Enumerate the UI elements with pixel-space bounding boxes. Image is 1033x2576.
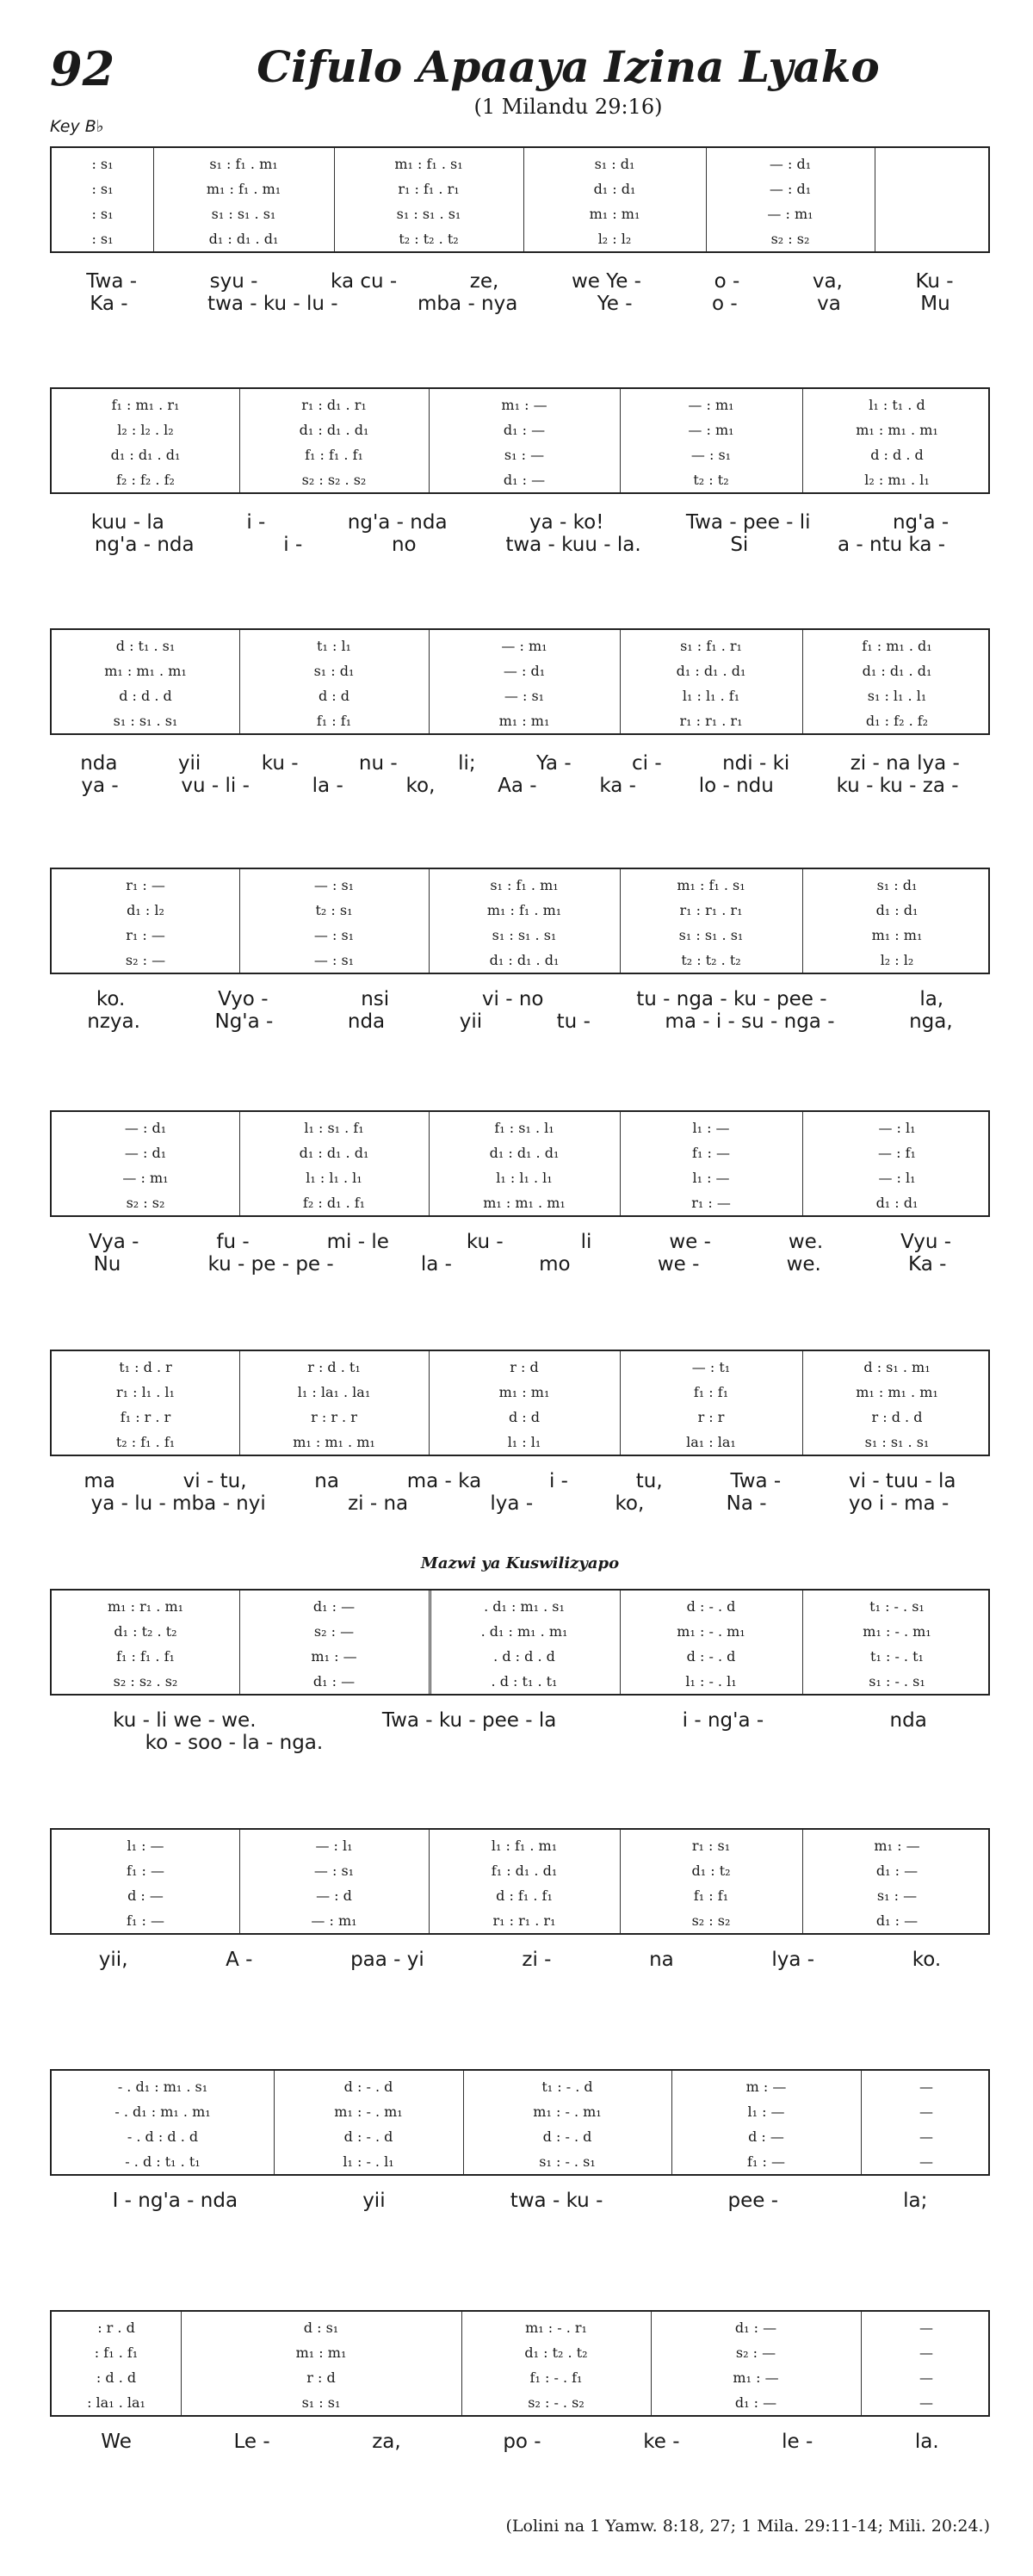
lyric-syllable: zi - na lya - <box>850 752 960 775</box>
notation-cell: : r . d : f₁ . f₁ <box>94 2320 139 2361</box>
lyric-syllable: We <box>101 2431 132 2453</box>
lyric-line <box>50 1010 990 1033</box>
notation-cell: r : d m₁ : m₁ <box>498 1359 550 1400</box>
lyric-syllable: ng'a - <box>892 511 949 534</box>
lyric-syllable: Ka - <box>908 1253 947 1276</box>
notation-cell: r : d s₁ : s₁ <box>301 2369 341 2411</box>
notation-cell: d : - . d m₁ : - . m₁ <box>677 1598 745 1640</box>
notation-cell: d : - . d l₁ : - . l₁ <box>343 2128 394 2170</box>
lyric-syllable: vi - no <box>481 988 544 1010</box>
lyric-syllable: ka - <box>599 775 636 797</box>
lyric-line <box>50 988 990 1010</box>
lyric-syllable: la, <box>919 988 944 1010</box>
lyric-syllable: nda <box>80 752 118 775</box>
lyric-syllable: lo - ndu <box>698 775 774 797</box>
lyric-syllable: we - <box>669 1231 711 1253</box>
lyric-syllable: ku - <box>261 752 299 775</box>
lyric-syllable: ci - <box>632 752 662 775</box>
lyric-line <box>50 752 990 775</box>
lyric-line <box>50 1732 990 1754</box>
lyric-syllable: kuu - la <box>90 511 164 534</box>
notation-cell: d₁ : d₁ . d₁ f₂ : f₂ . f₂ <box>110 447 181 488</box>
notation-cell: l₁ : l₁ . f₁ r₁ : r₁ . r₁ <box>679 688 743 729</box>
lyrics-block <box>50 2431 990 2453</box>
notation-cell: f₁ : r . r t₂ : f₁ . f₁ <box>115 1409 176 1450</box>
notation-cell: d : f₁ . f₁ r₁ : r₁ . r₁ <box>492 1887 556 1929</box>
sol-fa-staff <box>50 1828 990 1935</box>
notation-cell: f₁ : s₁ . l₁ d₁ : d₁ . d₁ <box>489 1120 560 1161</box>
lyric-syllable: I - ng'a - nda <box>112 2190 238 2212</box>
notation-cell: m₁ : — d₁ : — <box>311 1648 357 1690</box>
music-system-4 <box>50 868 990 1033</box>
section-note: Mazwi ya Kuswilizyapo <box>420 1554 620 1572</box>
lyric-syllable: Na - <box>726 1492 767 1515</box>
notation-cell: : s₁ : s₁ <box>91 156 114 197</box>
lyric-syllable: i - <box>283 534 303 556</box>
lyrics-block <box>50 270 990 315</box>
lyric-syllable: po - <box>503 2431 541 2453</box>
notation-cell: — : s₁ — : s₁ <box>313 927 355 968</box>
lyric-syllable: we Ye - <box>571 270 641 293</box>
lyric-syllable: li <box>580 1231 592 1253</box>
lyric-syllable: Mu <box>920 293 950 315</box>
notation-cell: — — <box>919 2079 933 2120</box>
notation-cell: s₁ : f₁ . m₁ m₁ : f₁ . m₁ <box>206 156 281 197</box>
notation-cell: d : d f₁ : f₁ <box>316 688 352 729</box>
notation-cell: - . d : d . d - . d : t₁ . t₁ <box>125 2128 201 2170</box>
lyric-syllable <box>891 1732 898 1754</box>
lyric-line <box>50 1253 990 1276</box>
lyric-syllable: yo i - ma - <box>848 1492 949 1515</box>
lyric-syllable: lya - <box>771 1949 815 1971</box>
lyric-syllable: nsi <box>361 988 390 1010</box>
lyric-syllable: na <box>649 1949 674 1971</box>
lyric-syllable: twa - kuu - la. <box>505 534 641 556</box>
notation-cell: — : t₁ f₁ : f₁ <box>691 1359 731 1400</box>
lyric-syllable: tu - nga - ku - pee - <box>636 988 827 1010</box>
notation-cell: m₁ : m₁ l₂ : l₂ <box>589 206 640 247</box>
lyric-syllable: nga, <box>909 1010 953 1033</box>
lyric-syllable <box>510 1732 517 1754</box>
lyric-syllable: lya - <box>490 1492 534 1515</box>
notation-cell: d : - . d s₁ : - . s₁ <box>539 2128 596 2170</box>
lyric-syllable: ma <box>84 1470 115 1492</box>
lyric-syllable: mba - nya <box>418 293 518 315</box>
lyric-syllable: zi - na <box>348 1492 409 1515</box>
music-system-1 <box>50 146 990 315</box>
notation-cell: d : — f₁ : — <box>747 2128 785 2170</box>
notation-cell: — : l₁ d₁ : d₁ <box>875 1170 919 1211</box>
lyric-line <box>50 1709 990 1732</box>
notation-cell: f₁ : - . f₁ s₂ : - . s₂ <box>528 2369 585 2411</box>
lyric-syllable: va, <box>812 270 843 293</box>
notation-cell: t₁ : l₁ s₁ : d₁ <box>313 638 355 679</box>
notation-cell: — : d₁ — : d₁ <box>769 156 812 197</box>
lyric-syllable: Ka - <box>90 293 128 315</box>
lyric-syllable: ku - <box>466 1231 504 1253</box>
key-signature: Key B♭ <box>50 117 104 136</box>
notation-cell: — : l₁ — : s₁ <box>313 1838 355 1879</box>
notation-cell: s₁ : s₁ . s₁ t₂ : t₂ . t₂ <box>678 927 744 968</box>
notation-cell: f₁ : f₁ . f₁ s₂ : s₂ . s₂ <box>113 1648 178 1690</box>
lyric-line <box>50 1949 990 1971</box>
notation-cell: m₁ : f₁ . s₁ r₁ : r₁ . r₁ <box>677 877 745 918</box>
notation-cell: : s₁ : s₁ <box>91 206 114 247</box>
lyric-syllable: ng'a - nda <box>347 511 448 534</box>
lyric-syllable: o - <box>714 270 740 293</box>
lyric-syllable: vu - li - <box>181 775 250 797</box>
notation-cell: d : t₁ . s₁ m₁ : m₁ . m₁ <box>104 638 187 679</box>
lyric-syllable: we. <box>786 1253 821 1276</box>
notation-cell: t₁ : - . s₁ m₁ : - . m₁ <box>863 1598 931 1640</box>
notation-cell: d : s₁ . m₁ m₁ : m₁ . m₁ <box>856 1359 938 1400</box>
lyric-syllable: Aa - <box>498 775 537 797</box>
lyric-line <box>50 293 990 315</box>
notation-cell: — : s₁ m₁ : m₁ <box>498 688 550 729</box>
notation-cell: r : d . t₁ l₁ : la₁ . la₁ <box>297 1359 371 1400</box>
notation-cell: d₁ : — s₂ : — <box>312 1598 356 1640</box>
notation-cell: d : d l₁ : l₁ <box>507 1409 541 1450</box>
lyrics-block <box>50 511 990 556</box>
music-system-9 <box>50 2069 990 2212</box>
lyrics-block <box>50 988 990 1033</box>
notation-cell: s₁ : d₁ d₁ : d₁ <box>593 156 636 197</box>
lyric-syllable: le - <box>782 2431 813 2453</box>
scripture-reference: (1 Milandu 29:16) <box>473 95 663 119</box>
sol-fa-staff <box>50 628 990 735</box>
notation-cell: l₁ : f₁ . m₁ f₁ : d₁ . d₁ <box>491 1838 558 1879</box>
lyric-syllable: Twa - <box>730 1470 782 1492</box>
notation-cell: d : — f₁ : — <box>127 1887 164 1929</box>
hymn-title: Cifulo Apaaya Izina Lyako <box>257 41 880 92</box>
lyric-syllable: Twa - pee - li <box>685 511 811 534</box>
notation-cell: — — <box>919 2369 933 2411</box>
music-system-5 <box>50 1110 990 1276</box>
notation-cell: d : d . d l₂ : m₁ . l₁ <box>864 447 930 488</box>
lyric-syllable: we - <box>657 1253 700 1276</box>
lyric-syllable: paa - yi <box>350 1949 424 1971</box>
notation-cell: : d . d : la₁ . la₁ <box>87 2369 145 2411</box>
notation-cell: s₁ : d₁ d₁ : d₁ <box>875 877 919 918</box>
lyric-syllable: ka cu - <box>331 270 398 293</box>
lyric-line <box>50 270 990 293</box>
lyric-syllable: li; <box>458 752 476 775</box>
notation-cell: t₁ : - . d m₁ : - . m₁ <box>533 2079 602 2120</box>
lyric-syllable: nda <box>889 1709 927 1732</box>
lyric-syllable: i - <box>246 511 266 534</box>
lyric-line <box>50 1492 990 1515</box>
notation-cell: d : - . d m₁ : - . m₁ <box>334 2079 403 2120</box>
lyric-syllable: zi - <box>522 1949 552 1971</box>
notation-cell: r₁ : — s₂ : — <box>125 927 166 968</box>
notation-cell: — : d — : m₁ <box>311 1887 357 1929</box>
lyric-syllable: tu - <box>556 1010 591 1033</box>
notation-cell: l₁ : l₁ . l₁ f₂ : d₁ . f₁ <box>302 1170 366 1211</box>
lyric-line <box>50 534 990 556</box>
lyric-syllable: Vya - <box>88 1231 139 1253</box>
lyric-syllable: no <box>391 534 417 556</box>
lyrics-block <box>50 1470 990 1515</box>
lyric-syllable: la; <box>903 2190 928 2212</box>
music-system-3 <box>50 628 990 797</box>
lyric-syllable: nda <box>347 1010 386 1033</box>
notation-cell: r : r . r m₁ : m₁ . m₁ <box>293 1409 375 1450</box>
lyric-syllable: na <box>314 1470 339 1492</box>
lyric-syllable: ko, <box>405 775 436 797</box>
notation-cell: s₁ : f₁ . m₁ m₁ : f₁ . m₁ <box>486 877 562 918</box>
lyric-syllable: A - <box>226 1949 253 1971</box>
notation-cell: s₁ : s₁ . s₁ d₁ : d₁ . d₁ <box>489 927 560 968</box>
music-system-7 <box>50 1589 990 1754</box>
lyric-syllable: ko. <box>96 988 126 1010</box>
notation-cell: l₁ : s₁ . f₁ d₁ : d₁ . d₁ <box>299 1120 369 1161</box>
lyric-syllable: vi - tuu - la <box>849 1470 956 1492</box>
notation-cell: r₁ : s₁ d₁ : t₂ <box>691 1838 731 1879</box>
lyric-syllable: nu - <box>358 752 398 775</box>
notation-cell: r₁ : — d₁ : l₂ <box>126 877 165 918</box>
lyric-syllable: yii <box>459 1010 483 1033</box>
lyric-syllable: la. <box>914 2431 939 2453</box>
lyric-syllable: ya - ko! <box>529 511 604 534</box>
lyric-syllable: yii <box>177 752 201 775</box>
lyrics-block <box>50 752 990 797</box>
notation-cell: — : m₁ — : d₁ <box>501 638 547 679</box>
lyric-syllable: Ye - <box>597 293 633 315</box>
notation-cell: r : d . d s₁ : s₁ . s₁ <box>864 1409 930 1450</box>
notation-cell: d : d . d s₁ : s₁ . s₁ <box>113 688 178 729</box>
notation-cell: l₁ : t₁ . d m₁ : m₁ . m₁ <box>856 397 938 438</box>
lyric-syllable: vi - tu, <box>182 1470 247 1492</box>
notation-cell: d : s₁ m₁ : m₁ <box>295 2320 347 2361</box>
notation-cell: — : m₁ s₂ : s₂ <box>122 1170 169 1211</box>
notation-cell: r : r la₁ : la₁ <box>686 1409 736 1450</box>
notation-cell: — — <box>919 2320 933 2361</box>
lyric-syllable: ku - li we - we. <box>113 1709 257 1732</box>
sol-fa-staff <box>50 2310 990 2417</box>
lyric-syllable: pee - <box>727 2190 779 2212</box>
lyric-syllable: i - <box>548 1470 568 1492</box>
music-system-2 <box>50 387 990 556</box>
lyric-syllable: Ku - <box>915 270 954 293</box>
notation-cell: . d : d . d . d : t₁ . t₁ <box>491 1648 558 1690</box>
notation-cell: s₁ : l₁ . l₁ d₁ : f₂ . f₂ <box>865 688 929 729</box>
sol-fa-staff <box>50 1350 990 1456</box>
lyric-syllable: Ng'a - <box>214 1010 274 1033</box>
notation-cell: s₁ : s₁ . s₁ t₂ : t₂ . t₂ <box>396 206 461 247</box>
notation-cell: l₁ : — f₁ : — <box>692 1120 730 1161</box>
lyric-syllable: tu, <box>635 1470 663 1492</box>
lyric-syllable: ke - <box>643 2431 680 2453</box>
notation-cell: m₁ : r₁ . m₁ d₁ : t₂ . t₂ <box>107 1598 184 1640</box>
lyric-syllable: Twa - <box>86 270 138 293</box>
notation-cell: — : l₁ — : f₁ <box>878 1120 916 1161</box>
notation-cell: s₁ : — d₁ : — <box>875 1887 919 1929</box>
lyric-syllable: ng'a - nda <box>94 534 195 556</box>
notation-cell: l₁ : — f₁ : — <box>127 1838 164 1879</box>
notation-cell: t₁ : - . t₁ s₁ : - . s₁ <box>869 1648 925 1690</box>
notation-cell: d : - . d l₁ : - . l₁ <box>685 1648 737 1690</box>
lyric-syllable: yii <box>362 2190 386 2212</box>
lyrics-block <box>50 1709 990 1754</box>
lyric-syllable: Vyu - <box>900 1231 952 1253</box>
footer-references: (Lolini na 1 Yamw. 8:18, 27; 1 Mila. 29:11-14; Mili. 20:24.) <box>505 2517 990 2536</box>
notation-cell: m₁ : — d₁ : — <box>733 2369 779 2411</box>
lyric-syllable: twa - ku - lu - <box>207 293 338 315</box>
lyrics-block <box>50 2190 990 2212</box>
lyric-line <box>50 511 990 534</box>
lyric-syllable: Le - <box>233 2431 270 2453</box>
notation-cell: f₁ : f₁ s₂ : s₂ <box>691 1887 731 1929</box>
lyric-syllable: ze, <box>469 270 499 293</box>
notation-cell: . d₁ : m₁ . s₁ . d₁ : m₁ . m₁ <box>480 1598 568 1640</box>
notation-cell: — : m₁ — : m₁ <box>688 397 734 438</box>
music-system-6 <box>50 1350 990 1515</box>
lyrics-block <box>50 1231 990 1276</box>
hymn-number: 92 <box>50 41 115 96</box>
sol-fa-staff <box>50 146 990 253</box>
lyric-line <box>50 1231 990 1253</box>
lyric-syllable: ya - <box>81 775 119 797</box>
lyric-syllable: ko, <box>615 1492 645 1515</box>
music-system-10 <box>50 2310 990 2453</box>
notation-cell: r₁ : d₁ . r₁ d₁ : d₁ . d₁ <box>299 397 369 438</box>
lyric-syllable <box>701 1732 708 1754</box>
notation-cell: — : d₁ — : d₁ <box>124 1120 167 1161</box>
notation-cell: s₁ : — d₁ : — <box>503 447 546 488</box>
lyric-syllable: yii, <box>98 1949 128 1971</box>
lyric-syllable: mi - le <box>326 1231 389 1253</box>
notation-cell: — : m₁ s₂ : s₂ <box>767 206 813 247</box>
notation-cell: f₁ : m₁ . d₁ d₁ : d₁ . d₁ <box>862 638 932 679</box>
lyric-syllable: fu - <box>216 1231 250 1253</box>
lyric-syllable: ku - pe - pe - <box>207 1253 334 1276</box>
lyric-syllable: ko - soo - la - nga. <box>145 1732 324 1754</box>
notation-cell: - . d₁ : m₁ . s₁ - . d₁ : m₁ . m₁ <box>114 2079 211 2120</box>
lyric-syllable: la - <box>312 775 343 797</box>
notation-cell: m₁ : - . r₁ d₁ : t₂ . t₂ <box>524 2320 588 2361</box>
sol-fa-staff <box>50 1110 990 1217</box>
lyric-syllable: mo <box>539 1253 571 1276</box>
music-system-8 <box>50 1828 990 1971</box>
notation-cell: — — <box>919 2128 933 2170</box>
lyric-line <box>50 1470 990 1492</box>
lyric-syllable: za, <box>372 2431 401 2453</box>
lyric-syllable: i - ng'a - <box>682 1709 764 1732</box>
notation-cell: t₁ : d . r r₁ : l₁ . l₁ <box>116 1359 175 1400</box>
lyric-syllable: ko. <box>912 1949 942 1971</box>
lyric-syllable: ya - lu - mba - nyi <box>90 1492 266 1515</box>
lyric-syllable: syu - <box>209 270 258 293</box>
lyric-syllable: ku - ku - za - <box>836 775 959 797</box>
sol-fa-staff <box>50 868 990 974</box>
notation-cell: l₁ : — r₁ : — <box>691 1170 731 1211</box>
lyric-line <box>50 2431 990 2453</box>
notation-cell: — : s₁ t₂ : t₂ <box>690 447 732 488</box>
lyric-syllable: twa - ku - <box>510 2190 603 2212</box>
lyric-syllable: o - <box>711 293 738 315</box>
lyric-syllable: ma - i - su - nga - <box>665 1010 835 1033</box>
lyrics-block <box>50 1949 990 1971</box>
notation-cell: m₁ : f₁ . s₁ r₁ : f₁ . r₁ <box>394 156 463 197</box>
lyric-syllable: ma - ka <box>406 1470 482 1492</box>
notation-cell: — : s₁ t₂ : s₁ <box>313 877 355 918</box>
notation-cell: s₁ : s₁ . s₁ d₁ : d₁ . d₁ <box>208 206 279 247</box>
sol-fa-staff <box>50 1589 990 1696</box>
lyric-syllable: Ya - <box>536 752 572 775</box>
notation-cell: m₁ : — d₁ : — <box>874 1838 920 1879</box>
lyric-syllable: Si <box>730 534 749 556</box>
notation-cell: m₁ : m₁ l₂ : l₂ <box>871 927 923 968</box>
sol-fa-staff <box>50 2069 990 2176</box>
lyric-syllable: we. <box>788 1231 824 1253</box>
notation-cell: d₁ : — s₂ : — <box>734 2320 777 2361</box>
lyric-syllable: Twa - ku - pee - la <box>381 1709 557 1732</box>
notation-cell: f₁ : m₁ . r₁ l₂ : l₂ . l₂ <box>111 397 180 438</box>
notation-cell: m₁ : — d₁ : — <box>501 397 547 438</box>
lyric-syllable: la - <box>420 1253 452 1276</box>
notation-cell: m : — l₁ : — <box>745 2079 787 2120</box>
lyric-syllable: nzya. <box>87 1010 140 1033</box>
notation-cell: l₁ : l₁ . l₁ m₁ : m₁ . m₁ <box>483 1170 566 1211</box>
lyric-line <box>50 2190 990 2212</box>
lyric-syllable: ndi - ki <box>722 752 790 775</box>
lyric-syllable: va <box>817 293 841 315</box>
notation-cell: f₁ : f₁ . f₁ s₂ : s₂ . s₂ <box>301 447 367 488</box>
lyric-syllable: Vyo - <box>218 988 269 1010</box>
lyric-syllable: Nu <box>93 1253 121 1276</box>
lyric-syllable: a - ntu ka - <box>837 534 946 556</box>
notation-cell: s₁ : f₁ . r₁ d₁ : d₁ . d₁ <box>676 638 746 679</box>
sol-fa-staff <box>50 387 990 494</box>
lyric-line <box>50 775 990 797</box>
